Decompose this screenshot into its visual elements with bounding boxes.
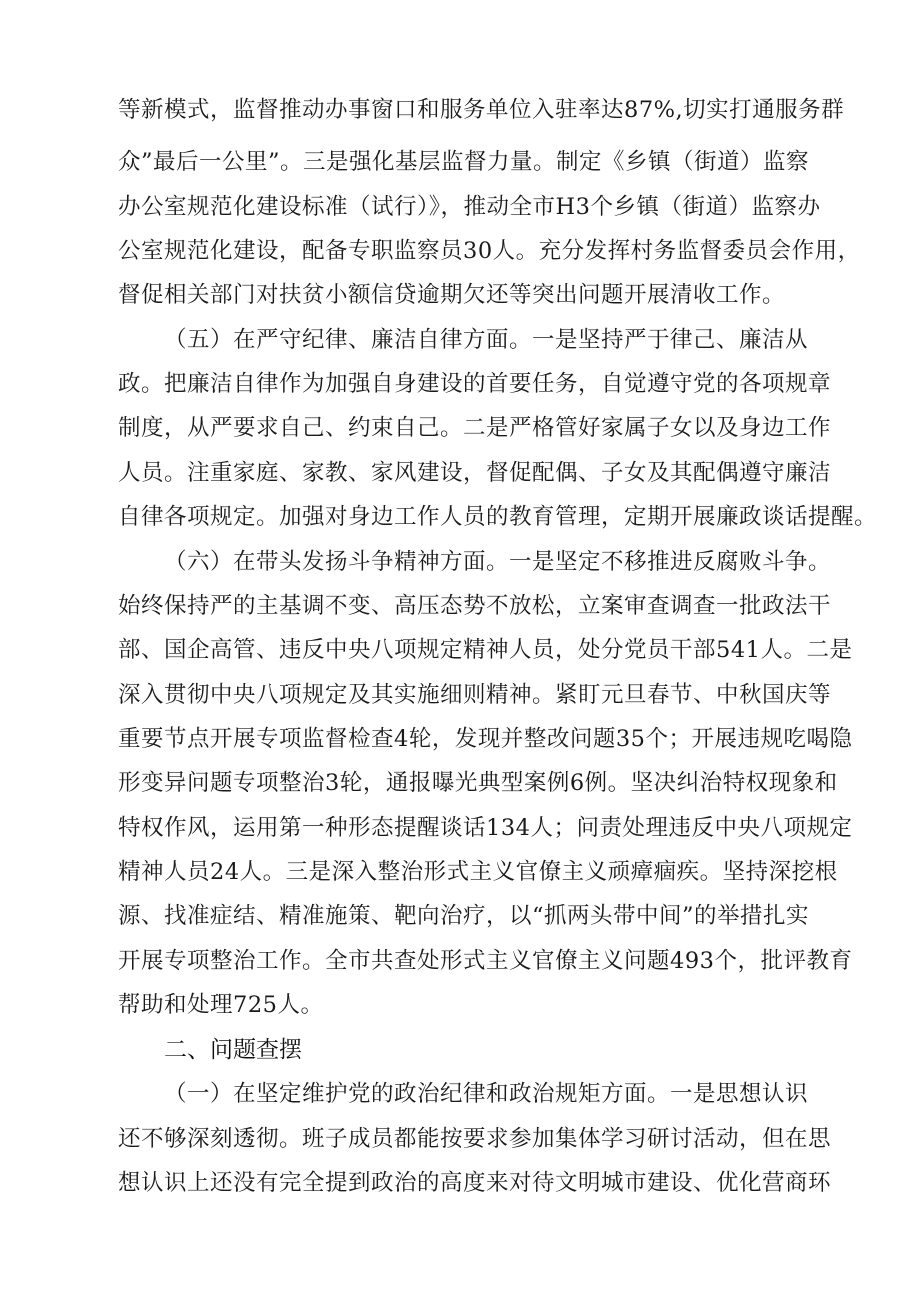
text-line: 源、找准症结、精准施策、靶向治疗，以“抓两头带中间”的举措扎实 [118,903,810,929]
text-line: 制度，从严要求自己、约束自己。二是严格管好家属子女以及身边工作 [118,415,832,441]
text-line: 办公室规范化建设标准（试行）》，推动全市H3个乡镇（街道）监察办 [118,194,821,220]
text-line: 等新模式，监督推动办事窗口和服务单位入驻率达87%,切实打通服务群 [118,97,845,123]
text-line: 帮助和处理725人。 [118,992,324,1018]
text-line: 政。把廉洁自律作为加强自身建设的首要任务，自觉遵守党的各项规章 [118,371,832,397]
text-line: 人员。注重家庭、家教、家风建设，督促配偶、子女及其配偶遵守廉洁 [118,460,832,486]
text-line: （五）在严守纪律、廉洁自律方面。一是坚持严于律己、廉洁从 [164,327,809,353]
text-line: 督促相关部门对扶贫小额信贷逾期欠还等突出问题开展清收工作。 [118,282,786,308]
text-line: 公室规范化建设，配备专职监察员30人。充分发挥村务监督委员会作用， [118,238,861,264]
text-line: 特权作风，运用第一种形态提醒谈话134人；问责处理违反中央八项规定 [118,815,853,841]
text-line: （一）在坚定维护党的政治纪律和政治规矩方面。一是思想认识 [164,1081,809,1107]
text-line: 深入贯彻中央八项规定及其实施细则精神。紧盯元旦春节、中秋国庆等 [118,682,832,708]
text-line: 开展专项整治工作。全市共查处形式主义官僚主义问题493个，批评教育 [118,948,853,974]
text-line: 想认识上还没有完全提到政治的高度来对待文明城市建设、优化营商环 [118,1170,832,1196]
text-line: 重要节点开展专项监督检查4轮，发现并整改问题35个；开展违规吃喝隐 [118,726,853,752]
text-line: 自律各项规定。加强对身边工作人员的教育管理，定期开展廉政谈话提醒。 [118,504,878,530]
section-heading: 二、问题查摆 [164,1037,302,1063]
text-line: 部、国企高管、违反中央八项规定精神人员，处分党员干部541人。二是 [118,637,853,663]
text-line: 精神人员24人。三是深入整治形式主义官僚主义顽瘴痼疾。坚持深挖根 [118,859,838,885]
text-line: （六）在带头发扬斗争精神方面。一是坚定不移推进反腐败斗争。 [164,549,832,575]
text-line: 众”最后一公里”。三是强化基层监督力量。制定《乡镇（街道）监察 [118,149,810,175]
text-line: 始终保持严的主基调不变、高压态势不放松，立案审查调查一批政法干 [118,593,832,619]
text-line: 还不够深刻透彻。班子成员都能按要求参加集体学习研讨活动，但在思 [118,1126,832,1152]
text-line: 形变异问题专项整治3轮，通报曝光典型案例6例。坚决纠治特权现象和 [118,770,838,796]
